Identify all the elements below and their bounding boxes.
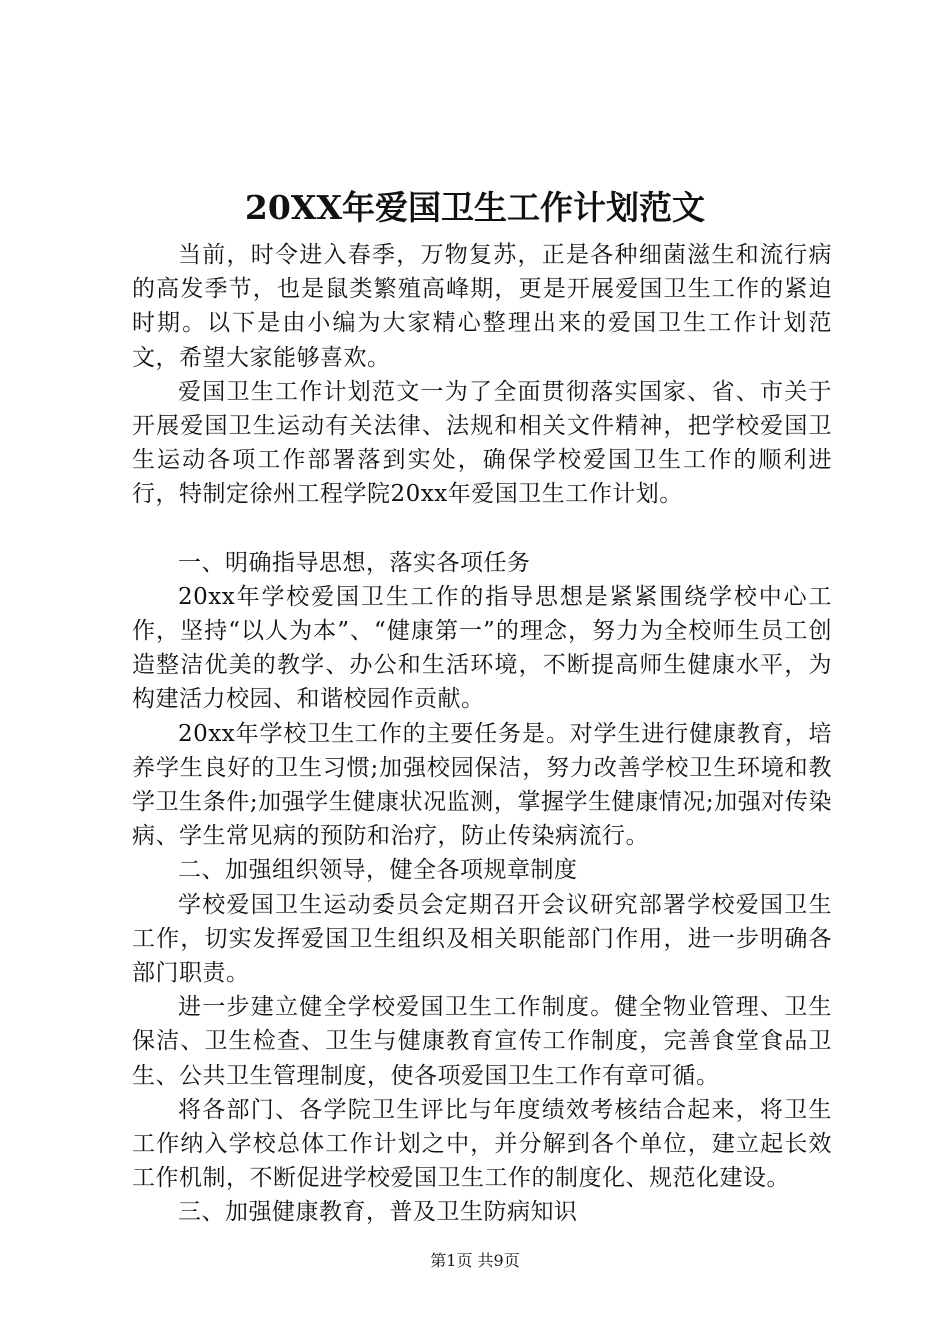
page-footer <box>0 1250 950 1272</box>
paragraph-regulations: 进一步建立健全学校爱国卫生工作制度。健全物业管理、卫生保洁、卫生检查、卫生与健康教育宣传工作制度，完善食堂食品卫生、公共卫生管理制度，使各项爱国卫生工作有章可循。 <box>132 994 832 1089</box>
paragraph-plan-one: 爱国卫生工作计划范文一为了全面贯彻落实国家、省、市关于开展爱国卫生运动有关法律、法规和相关文件精神，把学校爱国卫生运动各项工作部署落到实处，确保学校爱国卫生工作的顺利进行，特制定徐州工程学院20xx年爱国卫生工作计划。 <box>132 378 832 508</box>
paragraph-committee: 学校爱国卫生运动委员会定期召开会议研究部署学校爱国卫生工作，切实发挥爱国卫生组织及相关职能部门作用，进一步明确各部门职责。 <box>132 891 832 987</box>
document-body <box>132 238 832 1230</box>
paragraph-assessment: 将各部门、各学院卫生评比与年度绩效考核结合起来，将卫生工作纳入学校总体工作计划之中，并分解到各个单位，建立起长效工作机制，不断促进学校爱国卫生工作的制度化、规范化建设。 <box>132 1096 832 1192</box>
paragraph-intro: 当前，时令进入春季，万物复苏，正是各种细菌滋生和流行病的高发季节，也是鼠类繁殖高峰期，更是开展爱国卫生工作的紧迫时期。以下是由小编为大家精心整理出来的爱国卫生工作计划范文，希望大家能够喜欢。 <box>132 242 832 371</box>
document-title: 20XX年爱国卫生工作计划范文 <box>244 188 706 227</box>
section-heading-one: 一、明确指导思想，落实各项任务 <box>178 549 531 576</box>
paragraph-main-tasks: 20xx年学校卫生工作的主要任务是。对学生进行健康教育，培养学生良好的卫生习惯;加强校园保洁，努力改善学校卫生环境和教学卫生条件;加强学生健康状况监测，掌握学生健康情况;加强对传染病、学生常见病的预防和治疗，防止传染病流行。 <box>132 720 832 850</box>
paragraph-guiding-thought: 20xx年学校爱国卫生工作的指导思想是紧紧围绕学校中心工作，坚持“以人为本”、“健康第一”的理念，努力为全校师生员工创造整洁优美的教学、办公和生活环境，不断提高师生健康水平，为构建活力校园、和谐校园作贡献。 <box>132 583 832 713</box>
section-heading-three: 三、加强健康教育，普及卫生防病知识 <box>178 1199 578 1226</box>
section-heading-two: 二、加强组织领导，健全各项规章制度 <box>178 857 578 884</box>
page-total: 共9页 <box>477 1251 520 1270</box>
page-number: 第1页 <box>430 1251 473 1270</box>
